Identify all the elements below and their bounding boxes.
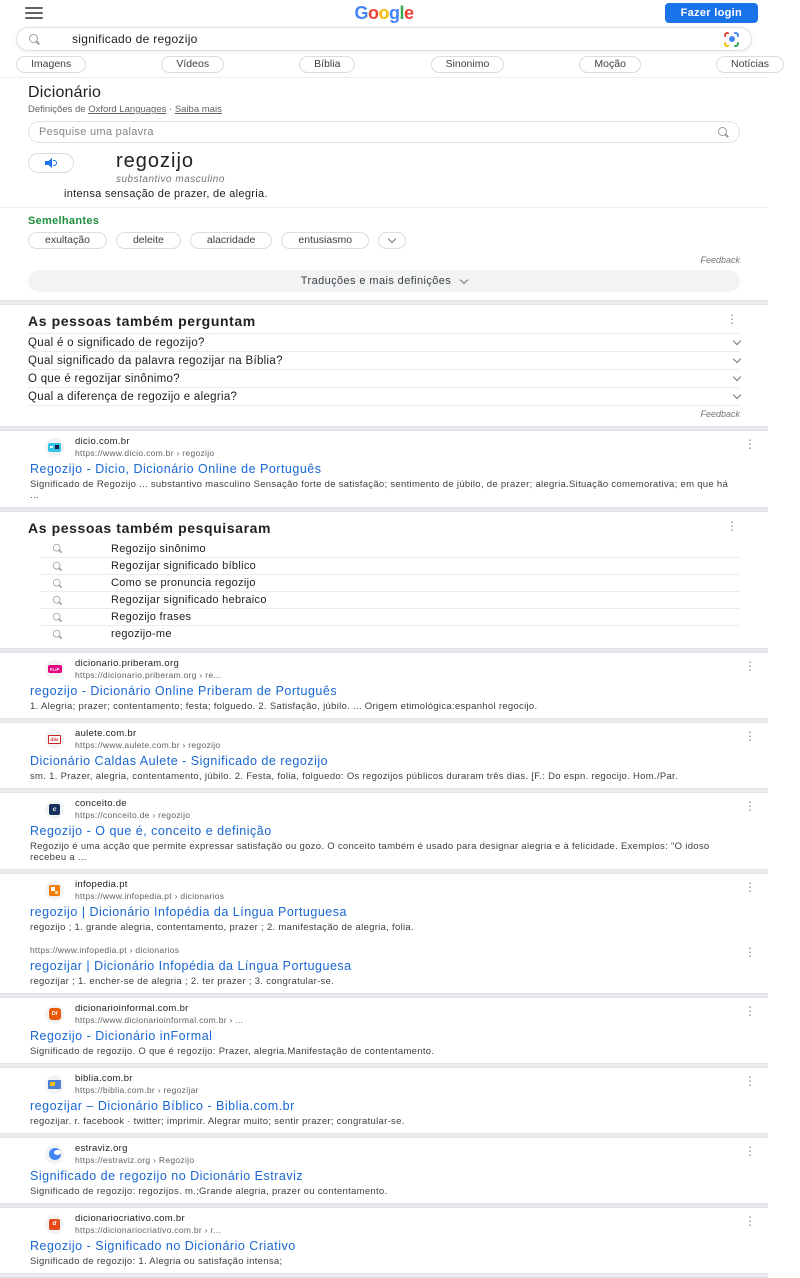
- chevron-down-icon: [733, 373, 741, 381]
- result-snippet: sm. 1. Prazer, alegria, contentamento, júbilo. 2. Festa, folia, folguedo: Os regozijos públicos duraram três dias. [F.: Do espn. regocijo. Hom./Par.: [30, 771, 678, 782]
- result-url: https://estraviz.org › Regozijo: [75, 1155, 195, 1165]
- paa-question-text: Qual é o significado de regozijo?: [28, 336, 205, 349]
- estraviz-favicon: [45, 1145, 64, 1164]
- chevron-down-icon: [733, 337, 741, 345]
- result-title-link[interactable]: Dicionário Caldas Aulete - Significado de regozijo: [30, 754, 329, 768]
- result-source[interactable]: [45, 1213, 738, 1235]
- related-search-item[interactable]: [40, 625, 740, 642]
- result-site-name: conceito.de: [75, 798, 127, 809]
- result-title-link[interactable]: regozijar – Dicionário Bíblico - Biblia.com.br: [30, 1099, 295, 1113]
- tab-videos[interactable]: Vídeos: [161, 56, 224, 73]
- result-snippet: Regozijo é uma acção que permite expressar satisfação ou gozo. O conceito também é usado para designar alegria e à felicidade. Exemplos: "O idoso recebeu a ...: [30, 841, 710, 863]
- attribution-prefix: Definições de: [28, 104, 86, 115]
- related-search-item[interactable]: [40, 591, 740, 608]
- more-options-icon[interactable]: ⋮: [744, 1004, 756, 1018]
- more-options-icon[interactable]: ⋮: [744, 437, 756, 451]
- dictionary-attribution: [28, 104, 740, 115]
- result-site-name: dicionariocriativo.com.br: [75, 1213, 185, 1224]
- related-search-item[interactable]: [40, 574, 740, 591]
- people-also-ask-title: As pessoas também perguntam: [28, 313, 256, 329]
- similar-chips: [28, 232, 740, 249]
- result-source[interactable]: [45, 436, 738, 458]
- pronounce-button[interactable]: [28, 153, 74, 173]
- translations-button-label: Traduções e mais definições: [300, 275, 452, 287]
- related-search-item[interactable]: [40, 557, 740, 574]
- result-snippet: regozijar ; 1. encher-se de alegria ; 2. ter prazer ; 3. congratular-se.: [30, 976, 335, 987]
- more-options-icon[interactable]: ⋮: [744, 880, 756, 894]
- result-source[interactable]: [45, 658, 738, 680]
- paa-question-text: Qual significado da palavra regozijar na Bíblia?: [28, 354, 283, 367]
- result-site-name: dicio.com.br: [75, 436, 130, 447]
- search-result: [0, 1208, 768, 1273]
- result-site-name: biblia.com.br: [75, 1073, 133, 1084]
- menu-icon[interactable]: [25, 7, 43, 19]
- result-source[interactable]: [45, 1073, 738, 1095]
- tab-mocao[interactable]: Moção: [579, 56, 641, 73]
- translations-button[interactable]: [28, 270, 740, 292]
- priberam-favicon: FLiP: [45, 660, 64, 679]
- word-search-icon[interactable]: [718, 127, 729, 138]
- google-lens-icon[interactable]: [724, 32, 739, 47]
- result-title-link[interactable]: Regozijo - Dicionário inFormal: [30, 1029, 213, 1043]
- tab-noticias[interactable]: Notícias: [716, 56, 784, 73]
- result-snippet: Significado de Regozijo ... substantivo masculino Sensação forte de satisfação; sentimento de júbilo, de prazer; alegria.Situação comemorativa; em que há ...: [30, 479, 729, 501]
- search-result: [0, 431, 768, 507]
- tab-biblia[interactable]: Bíblia: [299, 56, 355, 73]
- search-filter-tabs: [0, 56, 800, 73]
- search-icon: [53, 578, 62, 587]
- dictionary-card: [0, 77, 768, 300]
- search-result: [0, 1138, 768, 1203]
- divider: [0, 207, 768, 208]
- related-search-text: Regozijar significado bíblico: [111, 560, 257, 572]
- related-search-text: Regozijo frases: [111, 611, 192, 623]
- people-also-ask-card: [0, 305, 768, 426]
- conceito-favicon: c: [45, 800, 64, 819]
- related-search-item[interactable]: [40, 608, 740, 625]
- chip-exultacao[interactable]: exultação: [28, 232, 107, 249]
- chip-deleite[interactable]: deleite: [116, 232, 181, 249]
- search-result: [0, 793, 768, 869]
- search-result: [0, 939, 768, 993]
- result-source[interactable]: [45, 1003, 738, 1025]
- word-search-box[interactable]: [28, 121, 740, 143]
- related-search-text: Regozijar significado hebraico: [111, 594, 267, 606]
- more-options-icon[interactable]: ⋮: [744, 945, 756, 959]
- more-options-icon[interactable]: ⋮: [744, 1214, 756, 1228]
- oxford-languages-link[interactable]: Oxford Languages: [88, 104, 167, 115]
- google-logo: Google: [354, 2, 414, 23]
- result-source[interactable]: [45, 798, 738, 820]
- separator: [0, 1273, 768, 1278]
- result-site-name: dicionarioinformal.com.br: [75, 1003, 189, 1014]
- entry-part-of-speech: substantivo masculino: [116, 174, 225, 185]
- chevron-down-icon: [460, 275, 468, 283]
- result-snippet: Significado de regozijo. O que é regozijo: Prazer, alegria.Manifestação de contentamento.: [30, 1046, 435, 1057]
- chevron-down-icon: [388, 235, 396, 243]
- result-url: https://biblia.com.br › regozijar: [75, 1085, 199, 1095]
- search-result: [0, 874, 768, 939]
- result-site-name: infopedia.pt: [75, 879, 128, 890]
- saiba-mais-link[interactable]: Saiba mais: [174, 104, 222, 115]
- biblia-favicon: [45, 1075, 64, 1094]
- paa-question-text: O que é regozijar sinônimo?: [28, 372, 180, 385]
- result-url: https://www.aulete.com.br › regozijo: [75, 740, 221, 750]
- result-title-link[interactable]: regozijar | Dicionário Infopédia da Língua Portuguesa: [30, 959, 352, 973]
- search-icon: [53, 544, 62, 553]
- paa-question[interactable]: [28, 333, 740, 351]
- result-site-name: dicionario.priberam.org: [75, 658, 180, 669]
- infopedia-favicon: [45, 881, 64, 900]
- search-icon: [53, 561, 62, 570]
- related-search-text: regozijo-me: [111, 628, 172, 640]
- result-title-link[interactable]: Significado de regozijo no Dicionário Estraviz: [30, 1169, 304, 1183]
- dictionary-title: Dicionário: [28, 84, 102, 101]
- result-url: https://conceito.de › regozijo: [75, 810, 191, 820]
- more-options-icon[interactable]: ⋮: [744, 1144, 756, 1158]
- search-query[interactable]: significado de regozijo: [72, 32, 198, 46]
- more-options-icon[interactable]: ⋮: [744, 659, 756, 673]
- dicionarioinformal-favicon: DI: [45, 1005, 64, 1024]
- related-search-text: Regozijo sinônimo: [111, 542, 206, 555]
- result-snippet: Significado de regozijo: 1. Alegria ou satisfação intensa;: [30, 1256, 283, 1267]
- result-url: https://www.infopedia.pt › dicionarios: [30, 945, 180, 955]
- search-icon: [53, 612, 62, 621]
- related-searches-card: [0, 512, 768, 648]
- more-options-icon[interactable]: ⋮: [744, 1074, 756, 1088]
- dicionariocriativo-favicon: d: [45, 1215, 64, 1234]
- more-options-icon[interactable]: ⋮: [726, 312, 738, 326]
- paa-question[interactable]: [28, 351, 740, 369]
- result-snippet: regozijar. r. facebook · twitter; imprimir. Alegrar muito; sentir prazer; congratular-se.: [30, 1116, 405, 1127]
- related-search-text: Como se pronuncia regozijo: [111, 577, 256, 589]
- aulete-favicon: iDic: [45, 730, 64, 749]
- result-source[interactable]: [30, 944, 738, 955]
- entry-definition: intensa sensação de prazer, de alegria.: [64, 188, 268, 200]
- result-site-name: aulete.com.br: [75, 728, 137, 739]
- search-result: [0, 653, 768, 718]
- result-source[interactable]: [45, 1143, 738, 1165]
- result-source[interactable]: [45, 879, 738, 901]
- entry-word: regozijo: [116, 150, 195, 172]
- related-searches-title: As pessoas também pesquisaram: [28, 520, 272, 536]
- dictionary-entry: [28, 150, 740, 200]
- result-source[interactable]: [45, 728, 738, 750]
- tab-sinonimo[interactable]: Sinonimo: [431, 56, 505, 73]
- result-site-name: estraviz.org: [75, 1143, 128, 1154]
- search-bar[interactable]: [16, 27, 752, 51]
- expand-similar-button[interactable]: [378, 232, 406, 249]
- search-icon: [53, 595, 62, 604]
- word-search-input[interactable]: [39, 126, 718, 138]
- chevron-down-icon: [733, 355, 741, 363]
- result-title-link[interactable]: regozijo - Dicionário Online Priberam de Português: [30, 684, 338, 698]
- result-url: https://www.infopedia.pt › dicionarios: [75, 891, 225, 901]
- result-url: https://dicionario.priberam.org › re...: [75, 670, 222, 680]
- paa-question-text: Qual a diferença de regozijo e alegria?: [28, 390, 238, 403]
- more-options-icon[interactable]: ⋮: [726, 519, 738, 533]
- more-options-icon[interactable]: ⋮: [744, 729, 756, 743]
- result-title-link[interactable]: Regozijo - Significado no Dicionário Criativo: [30, 1239, 296, 1253]
- paa-question[interactable]: [28, 369, 740, 387]
- attribution-divider: ·: [169, 104, 173, 115]
- result-title-link[interactable]: Regozijo - O que é, conceito e definição: [30, 824, 272, 838]
- result-snippet: 1. Alegria; prazer; contentamento; festa; folguedo. 2. Satisfação, júbilo. ... Origem etimológica:espanhol regocijo.: [30, 701, 538, 712]
- result-snippet: regozijo ; 1. grande alegria, contentamento, prazer ; 2. manifestação de alegria, folia.: [30, 922, 414, 933]
- speaker-icon: [45, 158, 57, 168]
- paa-question[interactable]: [28, 387, 740, 405]
- search-icon: [29, 34, 40, 45]
- login-button[interactable]: Fazer login: [665, 3, 758, 23]
- chevron-down-icon: [733, 391, 741, 399]
- result-title-link[interactable]: regozijo | Dicionário Infopédia da Língua Portuguesa: [30, 905, 347, 919]
- chip-alacridade[interactable]: alacridade: [190, 232, 272, 249]
- more-options-icon[interactable]: ⋮: [744, 799, 756, 813]
- result-title-link[interactable]: Regozijo - Dicio, Dicionário Online de Português: [30, 462, 322, 476]
- result-url: https://dicionariocriativo.com.br › r...: [75, 1225, 222, 1235]
- related-search-item[interactable]: [40, 540, 740, 557]
- similar-label: Semelhantes: [28, 215, 100, 227]
- result-snippet: Significado de regozijo: regozijos. m.;Grande alegria, prazer ou contentamento.: [30, 1186, 388, 1197]
- paa-feedback-link[interactable]: Feedback: [28, 405, 740, 420]
- search-result: [0, 1068, 768, 1133]
- result-url: https://www.dicio.com.br › regozijo: [75, 448, 215, 458]
- search-result: [0, 998, 768, 1063]
- top-bar: [0, 0, 768, 26]
- tab-imagens[interactable]: Imagens: [16, 56, 86, 73]
- chip-entusiasmo[interactable]: entusiasmo: [281, 232, 369, 249]
- app-header: [0, 0, 768, 73]
- search-icon: [53, 629, 62, 638]
- dicio-favicon: [45, 438, 64, 457]
- result-url: https://www.dicionarioinformal.com.br › ...: [75, 1015, 244, 1025]
- dictionary-feedback-link[interactable]: Feedback: [700, 255, 740, 265]
- search-result: [0, 723, 768, 788]
